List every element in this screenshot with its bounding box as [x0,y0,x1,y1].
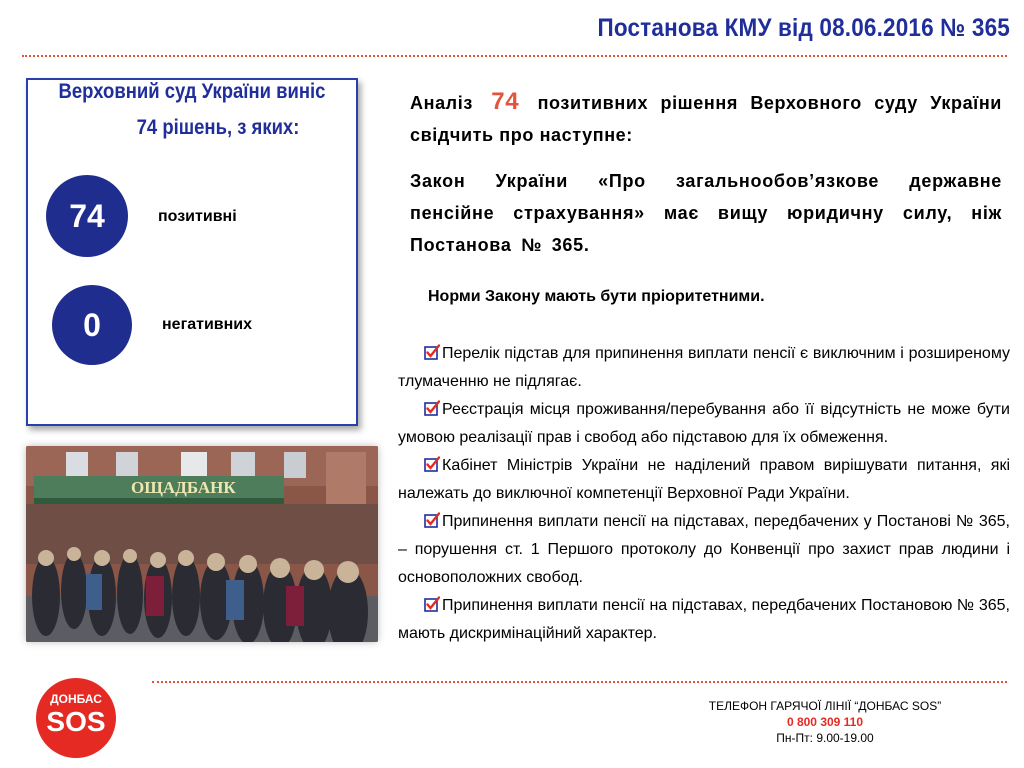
list-item [398,340,1010,396]
list-item [398,452,1010,508]
analysis-number: 74 [491,88,520,115]
bottom-divider [152,681,1007,683]
footer-contacts [660,698,990,746]
logo-line2: SOS [46,706,106,737]
stats-box [26,78,358,426]
negative-label: негативних [162,316,253,333]
top-divider [22,55,1007,57]
analysis-suffix: позитивних рішення Верховного суду України свідчить про наступне: [410,93,1002,145]
page-title: Постанова КМУ від 08.06.2016 № 365 [597,14,1010,42]
stats-heading-line2: 74 рішень, з яких: [136,116,300,139]
donbas-sos-logo [36,678,116,758]
hotline-label: ТЕЛЕФОН ГАРЯЧОЇ ЛІНІЇ “ДОНБАС SOS” [708,699,942,713]
analysis-paragraph [410,86,1002,151]
logo-line1: ДОНБАС [50,692,102,706]
photo-illustration [26,446,378,642]
checkbox-checked-icon [424,400,440,416]
analysis-prefix: Аналіз [410,93,473,113]
list-item-text: Припинення виплати пенсії на підставах, передбачених Постановою № 365, мають дискримінаційний характер. [398,597,1010,642]
checkbox-checked-icon [424,512,440,528]
stats-heading-line1: Верховний суд України виніс [58,80,326,103]
law-statement: Закон України «Про загальнообов’язкове державне пенсійне страхування» має вищу юридичну силу, ніж Постанова № 365. [410,171,1002,255]
checkbox-checked-icon [424,456,440,472]
list-item [398,396,1010,452]
norms-statement: Норми Закону мають бути пріоритетними. [428,288,765,305]
positive-count-circle: 74 [46,175,128,257]
analysis-section [410,86,1002,261]
checkbox-checked-icon [424,596,440,612]
list-item [398,508,1010,592]
checkbox-checked-icon [424,344,440,360]
working-hours: Пн-Пт: 9.00-19.00 [776,731,874,745]
list-item-text: Перелік підстав для припинення виплати пенсії є виключним і розширеному тлумаченню не підлягає. [398,345,1010,390]
list-item-text: Кабінет Міністрів України не наділений правом вирішувати питання, які належать до виключної компетенції Верховної Ради України. [398,457,1010,502]
list-item [398,592,1010,648]
photo-sign-text: ОЩАДБАНК [131,478,236,497]
positive-label: позитивні [158,208,237,225]
oschadbank-queue-photo [26,446,378,642]
list-item-text: Припинення виплати пенсії на підставах, передбачених у Постанові № 365, – порушення ст. 1 Першого протоколу до Конвенції про захист прав людини і основоположних свобод. [398,513,1010,586]
negative-count-circle: 0 [52,285,132,365]
list-item-text: Реєстрація місця проживання/перебування або її відсутність не може бути умовою реалізації прав і свобод або підставою для їх обмеження. [398,401,1010,446]
hotline-phone[interactable]: 0 800 309 110 [786,715,864,729]
conclusions-list [398,340,1010,648]
